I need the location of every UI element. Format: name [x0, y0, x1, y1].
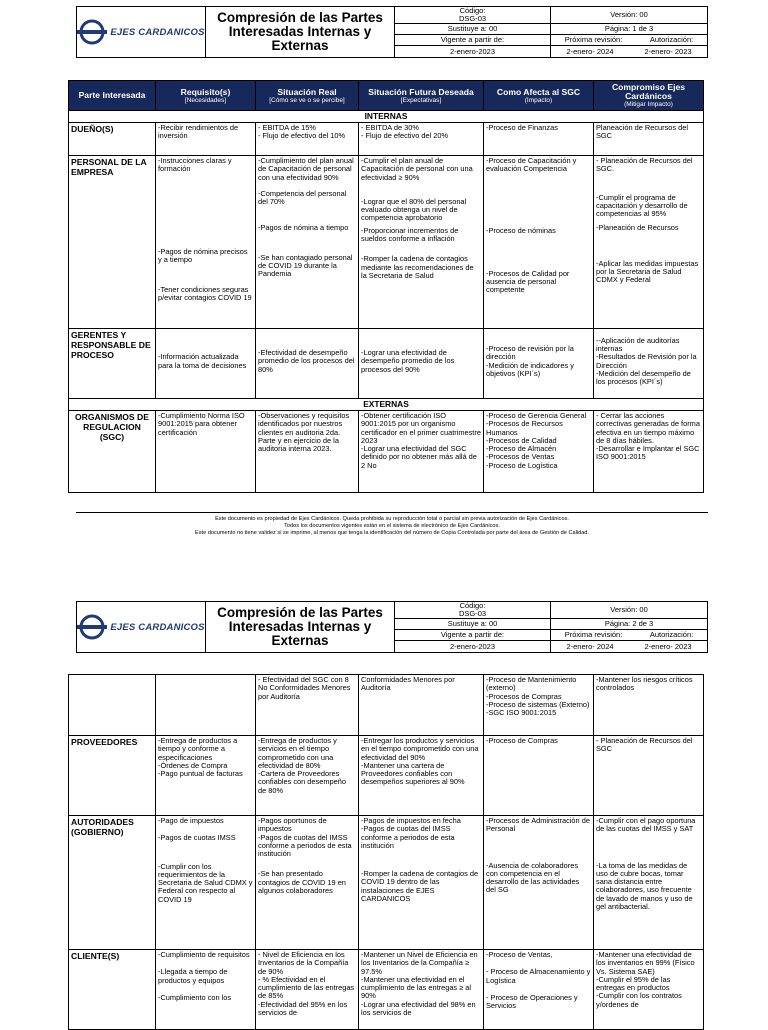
footer-line: Este documento no tiene validez si se imprime, al menos que tenga la identificación del número de Copia Controlada por parte del área de Gestión de Calidad.	[195, 530, 589, 536]
stakeholders-table-p2	[68, 674, 704, 1030]
col-requisitos: Requisito(s) [Necesidades]	[156, 81, 256, 111]
vigente-value: 2-enero-2023	[395, 641, 551, 652]
codigo-cell: Código: DSG-03	[395, 602, 551, 619]
vigente-label: Vigente a partir de:	[395, 35, 551, 46]
vigente-value: 2-enero-2023	[395, 46, 551, 57]
section-externas: EXTERNAS	[69, 399, 704, 411]
logo-text: EJES CARDANICOS	[110, 26, 205, 38]
logo-text: EJES CARDANICOS	[110, 621, 205, 633]
table-row: PERSONAL DE LA EMPRESA -Instrucciones claras y formación -Pagos de nómina precisos y a tiempo -Tener condiciones seguras p/evitar contagios COVID 19 -Cumplimiento del plan anual de Capacitación de personal con una efectividad 90% -Competencia del personal del 70% -Pagos de nómina a tiempo -Se han contagiado personal de COVID 19 durante la Pandemia -Cumplir el plan anual de Capacitación de personal con una efectividad ≥ 90% -Lograr que el 80% del personal evaluado obtenga un nivel de competencia aprobatorio -Proporcionar incrementos de sueldos conforme a inflación -Romper la cadena de contagios mediante las recomendaciones de la Secretaria de Salud -Proceso de Capacitación y evaluación Competencia -Proceso de nóminas -Procesos de Calidad por ausencia de personal competente - Planeación de Recursos del SGC. -Cumplir el programa de capacitación y desarrollo de competencias al 95% -Planeación de Recursos -Aplicar las medidas impuestas por la Secretaria de Salud CDMX y Federal	[69, 156, 704, 329]
table-row: DUEÑO(S) -Recibir rendimientos de inversión - EBITDA de 15% - Flujo de efectivo del 10% - EBITDA de 30% - Flujo de efectivo del 20% -Proceso de Finanzas Planeación de Recursos del SGC	[69, 123, 704, 156]
document-meta	[395, 602, 707, 652]
revision-autorizacion-labels: Próxima revisión: Autorización:	[551, 630, 707, 641]
version-cell: Versión: 00	[551, 7, 707, 24]
version-cell: Versión: 00	[551, 602, 707, 619]
table-row: PROVEEDORES -Entrega de productos a tiempo y conforme a especificaciones -Órdenes de Compra -Pago puntual de facturas -Entrega de productos y servicios en el tiempo comprometido con una efectividad de 80% -Cartera de Proveedores confiables con desempeño de 80% -Entregar los productos y servicios en el tiempo comprometido con una efectividad del 90% -Mantener una cartera de Proveedores confiables con desempeños superiores al 90% -Proceso de Compras - Planeación de Recursos del SGC	[69, 736, 704, 816]
codigo-cell: Código: DSG-03	[395, 7, 551, 24]
document-title: Compresión de las Partes Interesadas Internas y Externas	[206, 602, 395, 652]
sustituye-cell: Sustituye a: 00	[395, 24, 551, 35]
col-parte-interesada: Parte Interesada	[69, 81, 156, 111]
section-internas: INTERNAS	[69, 111, 704, 123]
col-situacion-real: Situación Real [Cómo se ve o se percibe]	[256, 81, 359, 111]
revision-autorizacion-values: 2-enero- 2024 2-enero- 2023	[566, 641, 692, 651]
sustituye-cell: Sustituye a: 00	[395, 619, 551, 630]
table-row: ORGANISMOS DE REGULACION (SGC) -Cumplimiento Norma ISO 9001:2015 para obtener certificación -Observaciones y requisitos identificados por nuestros clientes en auditoria 2da. Parte y en ejercicio de la auditoria interna 2023. -Obtener certificación ISO 9001:2015 por un organismo certificador en el primer cuatrimestre 2023 -Lograr una efectividad del SGC definido por no obtener más allá de 2 No -Proceso de Gerencia General -Procesos de Recursos Humanos -Procesos de Calidad -Proceso de Almacén -Procesos de Ventas -Proceso de Logística - Cerrar las acciones correctivas generadas de forma efectiva en un tiempo máximo de 8 días hábiles. -Desarrollar e Implantar el SGC ISO 9001:2015	[69, 411, 704, 493]
footer-line: Todos los documentos vigentes están en el sistema de electrónico de Ejes Cardánicos.	[284, 523, 500, 529]
pagina-cell: Página: 1 de 3	[551, 24, 707, 35]
col-situacion-futura: Situación Futura Deseada [Expectativas]	[359, 81, 484, 111]
table-row: GERENTES Y RESPONSABLE DE PROCESO -Información actualizada para la toma de decisiones -Efectividad de desempeño promedio de los procesos del 80% -Lograr una efectividad de desempeño promedio de los procesos del 90% -Proceso de revisión por la dirección -Medición de indicadores y objetivos (KPI´s) --Aplicación de auditorías internas -Resultados de Revisión por la Dirección -Medición del desempeño de los procesos (KPI´s)	[69, 329, 704, 399]
col-afecta-sgc: Como Afecta al SGC (Impacto)	[484, 81, 594, 111]
table-row: CLIENTE(S) -Cumplimiento de requisitos -Llegada a tiempo de productos y equipos -Cumplimiento con los - Nivel de Eficiencia en los Inventarios de la Compañía de 90% - % Efectividad en el cumplimiento de las entregas de 85% -Efectividad del 95% en los servicios de -Mantener un Nivel de Eficiencia en los Inventarios de la Compañía ≥ 97.5% -Mantener una efectividad en el cumplimiento de las entregas ≥ al 90% -Lograr una efectividad del 98% en los servicios de -Proceso de Ventas, - Proceso de Almacenamiento y Logística - Proceso de Operaciones y Servicios -Mantener una efectividad de los inventarios en 99% (Físico Vs. Sistema SAE) -Cumplir el 95% de las entregas en productos -Cumplir con los contratos y/ordenes de	[69, 950, 704, 1030]
document-title: Compresión de las Partes Interesadas Internas y Externas	[206, 7, 395, 57]
table-row: AUTORIDADES (GOBIERNO) -Pago de impuestos -Pagos de cuotas IMSS -Cumplir con los requerimientos de la Secretaria de Salud CDMX y Federal con respecto al COVID 19 -Pagos oportunos de impuestos -Pagos de cuotas del IMSS conforme a periodos de esta institución -Se han presentado contagios de COVID 19 en algunos colaboradores -Pagos de impuestos en fecha -Pagos de cuotas del IMSS conforme a periodos de esta institución -Romper la cadena de contagios de COVID 19 dentro de las instalaciones de EJES CARDANICOS -Procesos de Administración de Personal -Ausencia de colaboradores con competencia en el desarrollo de las actividades del SG -Cumplir con el pago oportuna de las cuotas del IMSS y SAT -La toma de las medidas de uso de cubre bocas, tomar sana distancia entre colaboradores, uso frecuente de lavado de manos y uso de gel antibacterial.	[69, 816, 704, 950]
company-logo	[77, 602, 206, 652]
vigente-label: Vigente a partir de:	[395, 630, 551, 641]
revision-autorizacion-values: 2-enero- 2024 2-enero- 2023	[566, 46, 692, 56]
revision-autorizacion-labels: Próxima revisión: Autorización:	[551, 35, 707, 46]
table-row: - Efectividad del SGC con 8 No Conformidades Menores por Auditoría Conformidades Menores por Auditoría -Proceso de Mantenimiento (externo) -Procesos de Compras -Proceso de sistemas (Externo) -SGC ISO 9001:2015 -Mantener los riesgos críticos controlados	[69, 675, 704, 736]
footer-line: Este documento es propiedad de Ejes Cardánicos. Queda prohibida su reproducción total o parcial sin previa autorización de Ejes Cardánicos.	[215, 516, 569, 522]
pagina-cell: Página: 2 de 3	[551, 619, 707, 630]
col-compromiso: Compromiso Ejes Cardánicos (Mitigar Impacto)	[594, 81, 704, 111]
document-header	[76, 601, 708, 653]
ejes-logo-icon	[77, 614, 107, 640]
